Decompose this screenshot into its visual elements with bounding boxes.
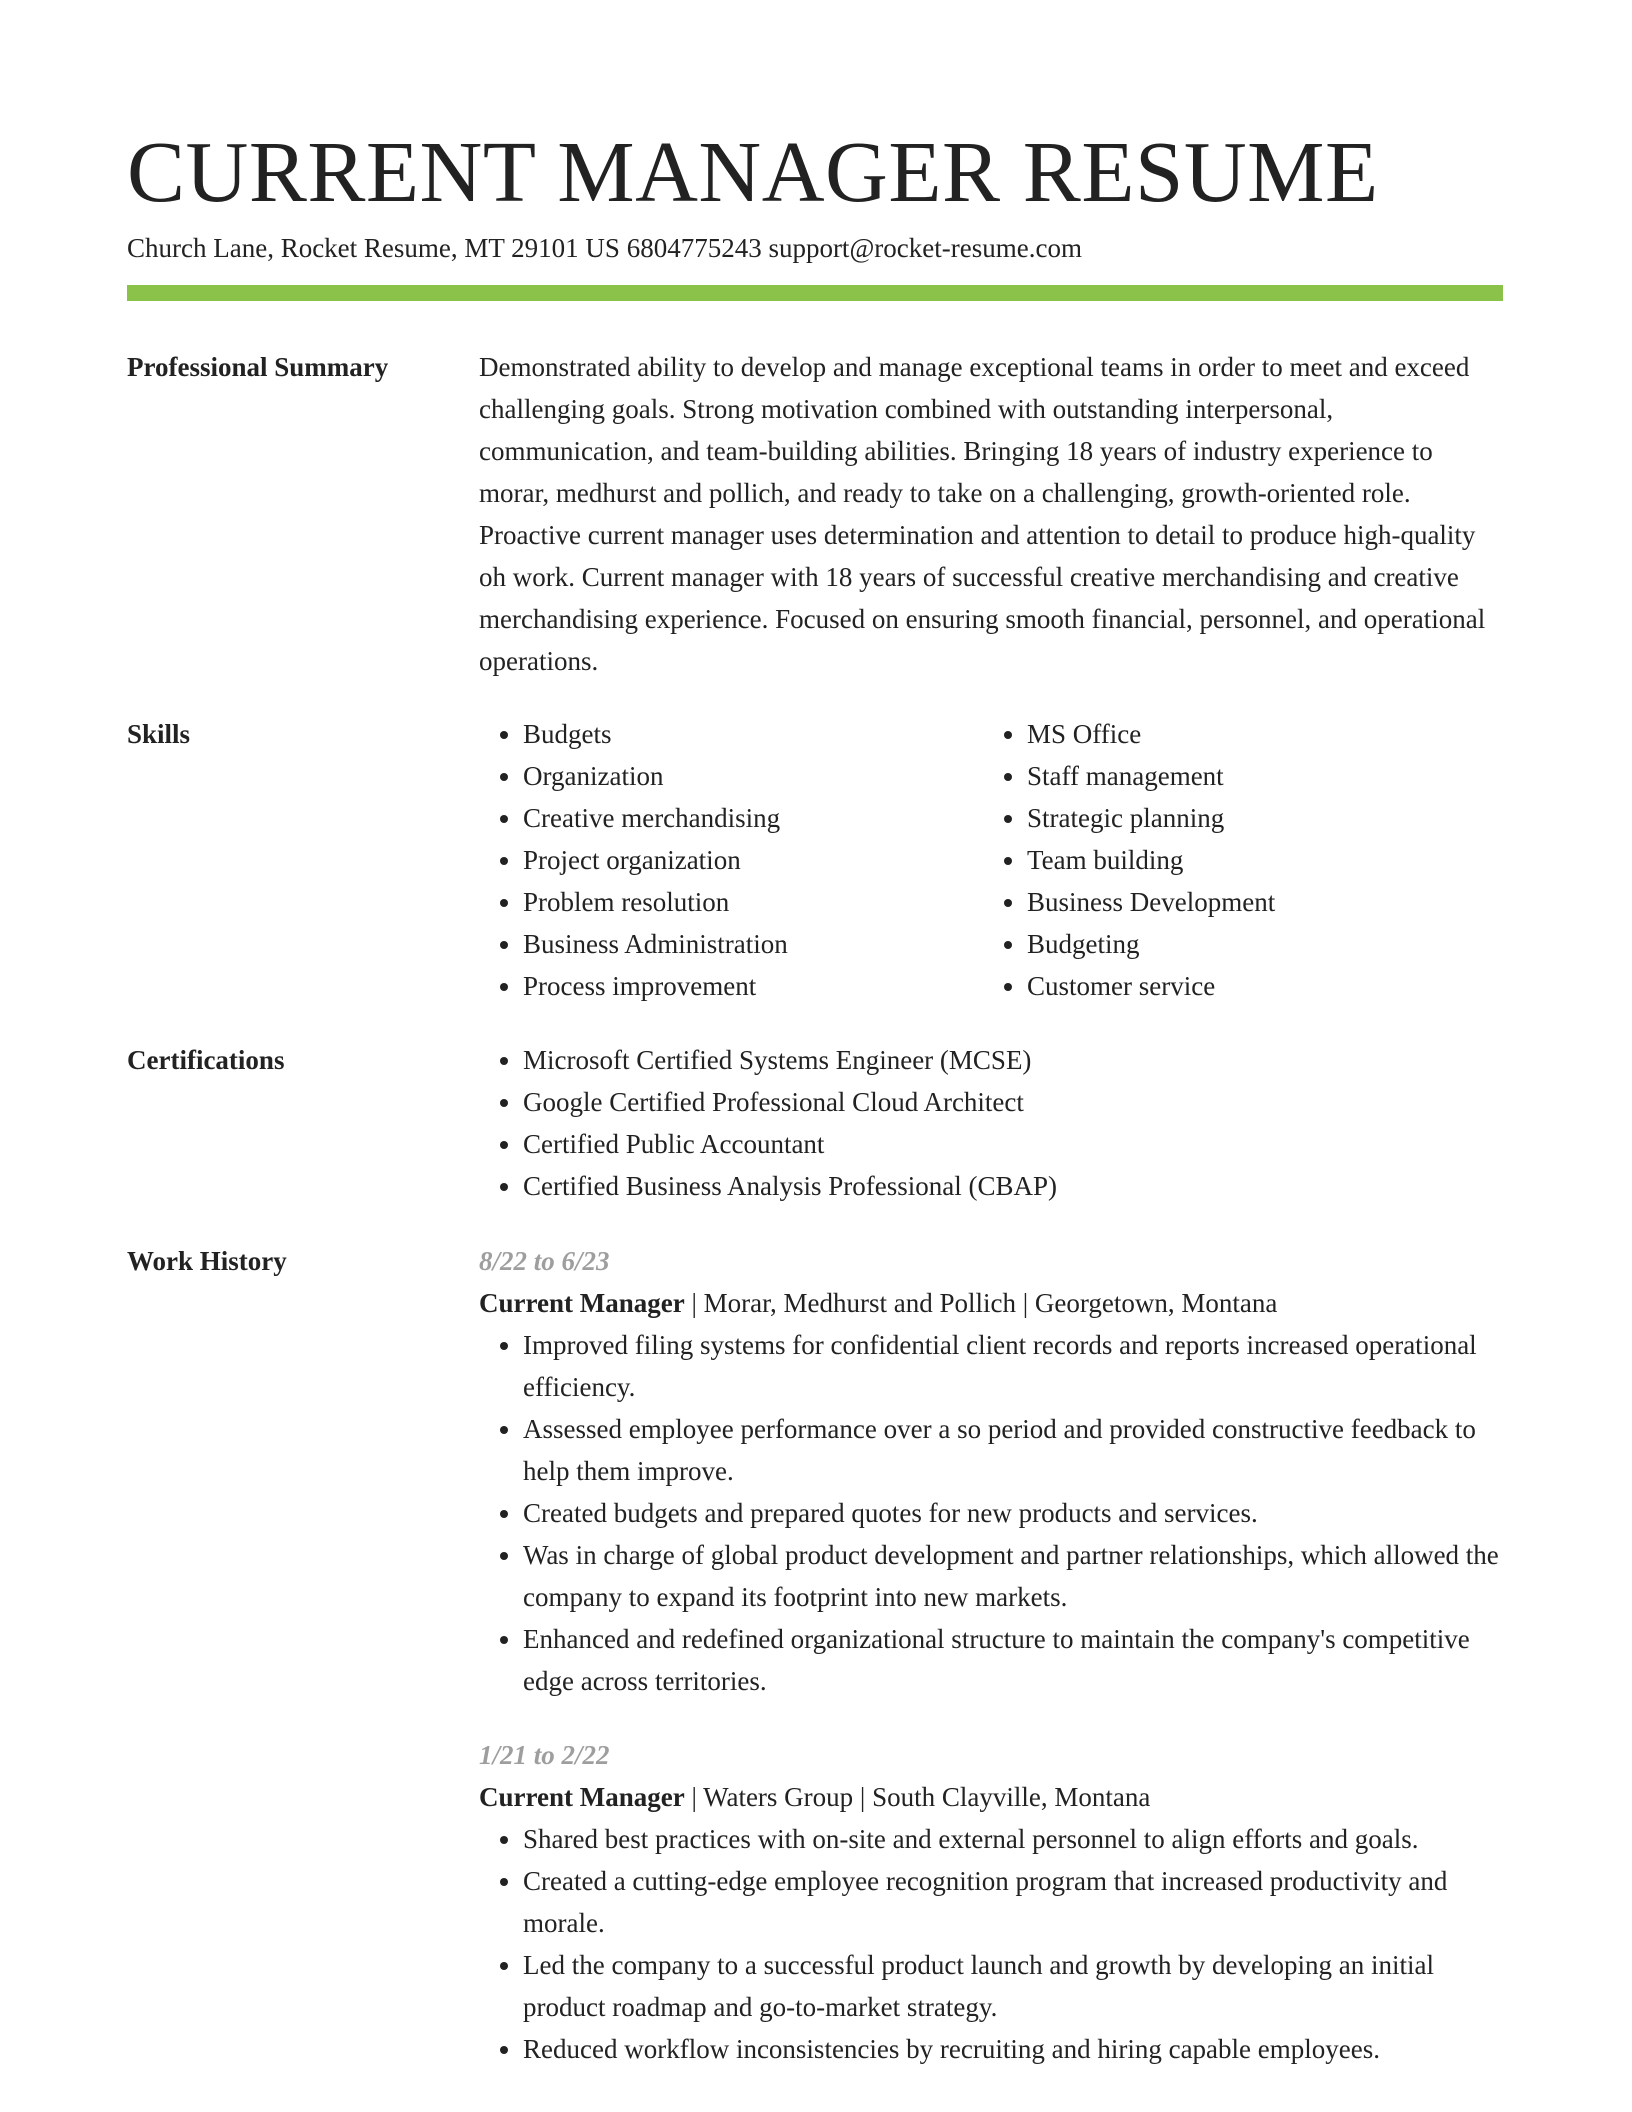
job-heading xyxy=(479,1776,1503,1818)
resume-title: CURRENT MANAGER RESUME xyxy=(127,123,1379,220)
skill-item: • Customer service xyxy=(1027,965,1487,1007)
certification-item: • Microsoft Certified Systems Engineer (MCSE) xyxy=(523,1039,1503,1081)
job-bullet: • Improved filing systems for confidential client records and reports increased operational efficiency. xyxy=(523,1324,1503,1408)
skill-item: • Budgeting xyxy=(1027,923,1487,965)
contact-email: support@rocket-resume.com xyxy=(768,233,1082,263)
skill-item: • Problem resolution xyxy=(523,881,983,923)
job-bullet: • Shared best practices with on-site and external personnel to align efforts and goals. xyxy=(523,1818,1503,1860)
job-company-location: | Waters Group | South Clayville, Montana xyxy=(684,1782,1151,1812)
job-entry xyxy=(479,1734,1503,2070)
job-bullet: • Was in charge of global product development and partner relationships, which allowed the company to expand its footprint into new markets. xyxy=(523,1534,1503,1618)
certification-item: • Google Certified Professional Cloud Architect xyxy=(523,1081,1503,1123)
summary-label: Professional Summary xyxy=(127,352,389,382)
job-title: Current Manager xyxy=(479,1782,685,1812)
job-bullet: • Created a cutting-edge employee recognition program that increased productivity and morale. xyxy=(523,1860,1503,1944)
skill-item: • MS Office xyxy=(1027,713,1487,755)
job-heading xyxy=(479,1282,1503,1324)
skill-item: • Strategic planning xyxy=(1027,797,1487,839)
skill-item: • Business Development xyxy=(1027,881,1487,923)
certifications-body xyxy=(479,1039,1503,1207)
contact-address: Church Lane, Rocket Resume, MT 29101 US xyxy=(127,233,620,263)
skill-item: • Organization xyxy=(523,755,983,797)
job-title: Current Manager xyxy=(479,1288,685,1318)
job-dates: 1/21 to 2/22 xyxy=(479,1740,610,1770)
skill-item: • Business Administration xyxy=(523,923,983,965)
skill-item: • Process improvement xyxy=(523,965,983,1007)
skills-grid xyxy=(479,713,1503,1007)
job-bullets xyxy=(479,1324,1503,1702)
skills-list-right xyxy=(983,713,1487,1007)
skill-item: • Staff management xyxy=(1027,755,1487,797)
skill-item: • Team building xyxy=(1027,839,1487,881)
skills-column-right xyxy=(983,713,1487,1007)
job-bullet: • Assessed employee performance over a so period and provided constructive feedback to help them improve. xyxy=(523,1408,1503,1492)
job-bullet: • Enhanced and redefined organizational structure to maintain the company's competitive edge across territories. xyxy=(523,1618,1503,1702)
work-history-label: Work History xyxy=(127,1246,287,1276)
certification-item: • Certified Public Accountant xyxy=(523,1123,1503,1165)
skills-label: Skills xyxy=(127,719,191,749)
skills-column-left xyxy=(479,713,983,1007)
job-company-location: | Morar, Medhurst and Pollich | Georgetown, Montana xyxy=(684,1288,1278,1318)
summary-body xyxy=(479,346,1503,682)
certification-item: • Certified Business Analysis Professional (CBAP) xyxy=(523,1165,1503,1207)
job-bullet: • Led the company to a successful product launch and growth by developing an initial product roadmap and go-to-market strategy. xyxy=(523,1944,1503,2028)
header-divider xyxy=(127,285,1503,301)
summary-text: Demonstrated ability to develop and manage exceptional teams in order to meet and exceed challenging goals. Strong motivation combined with outstanding interpersonal, communication, and team-building abilities. Bringing 18 years of industry experience to morar, medhurst and pollich, and ready to take on a challenging, growth-oriented role. Proactive current manager uses determination and attention to detail to produce high-quality oh work. Current manager with 18 years of successful creative merchandising and creative merchandising experience. Focused on ensuring smooth financial, personnel, and operational operations. xyxy=(479,352,1486,676)
skills-body xyxy=(479,713,1503,1007)
job-bullet: • Created budgets and prepared quotes for new products and services. xyxy=(523,1492,1503,1534)
contact-phone: 6804775243 xyxy=(626,233,762,263)
certifications-label: Certifications xyxy=(127,1045,285,1075)
skill-item: • Creative merchandising xyxy=(523,797,983,839)
job-dates: 8/22 to 6/23 xyxy=(479,1246,610,1276)
job-bullets xyxy=(479,1818,1503,2070)
contact-line xyxy=(127,230,1082,266)
skills-list-left xyxy=(479,713,983,1007)
job-entry xyxy=(479,1240,1503,1702)
skill-item: • Budgets xyxy=(523,713,983,755)
work-history-body xyxy=(479,1240,1503,2070)
job-bullet: • Reduced workflow inconsistencies by recruiting and hiring capable employees. xyxy=(523,2028,1503,2070)
skill-item: • Project organization xyxy=(523,839,983,881)
certifications-list xyxy=(479,1039,1503,1207)
